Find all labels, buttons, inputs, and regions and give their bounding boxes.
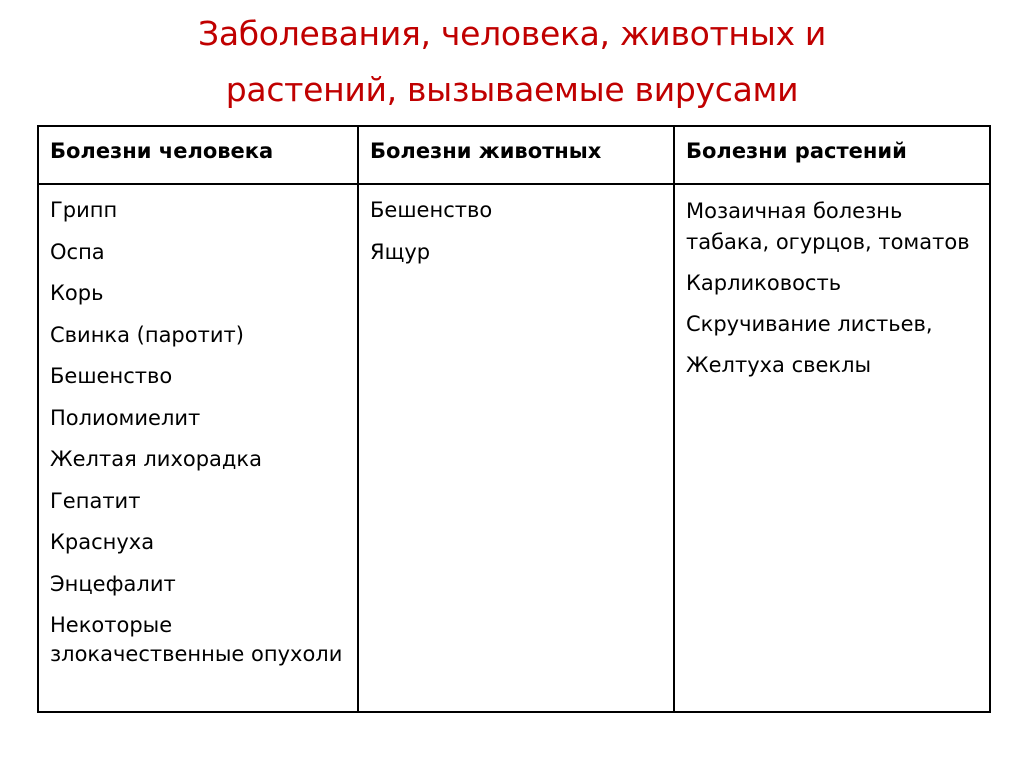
table-header-row [38,126,990,184]
list-item: Карликовость [686,271,842,295]
human-disease-list [50,196,347,669]
cell-plant-diseases [674,184,990,712]
table-row [38,184,990,712]
list-item: Грипп [50,198,118,222]
list-item: Бешенство [370,198,493,222]
list-item: Бешенство [50,364,173,388]
list-item: Желтая лихорадка [50,447,262,471]
header-plant-diseases: Болезни растений [674,126,990,184]
list-item: Ящур [370,239,431,264]
plant-disease-list [686,196,979,381]
animal-disease-list [370,196,663,267]
list-item: Гепатит [50,488,141,513]
list-item: Скручивание листьев, [686,312,933,336]
slide-title-line-2: растений, вызываемые вирусами [225,70,799,109]
cell-animal-diseases [358,184,674,712]
header-animal-diseases: Болезни животных [358,126,674,184]
list-item: Некоторые злокачественные опухоли [50,613,343,666]
list-item: Полиомиелит [50,405,201,430]
list-item: Корь [50,281,104,305]
list-item: Желтуха свеклы [686,353,872,377]
list-item: Свинка (паротит) [50,322,244,347]
list-item: Оспа [50,239,105,264]
slide-title [0,6,1024,118]
header-human-diseases: Болезни человека [38,126,358,184]
list-item: Краснуха [50,530,155,554]
virus-diseases-table [37,125,991,713]
cell-human-diseases [38,184,358,712]
list-item: Энцефалит [50,571,176,596]
slide-title-line-1: Заболевания, человека, животных и [197,14,827,53]
list-item: Мозаичная болезнь табака, огурцов, томатов [686,199,970,254]
